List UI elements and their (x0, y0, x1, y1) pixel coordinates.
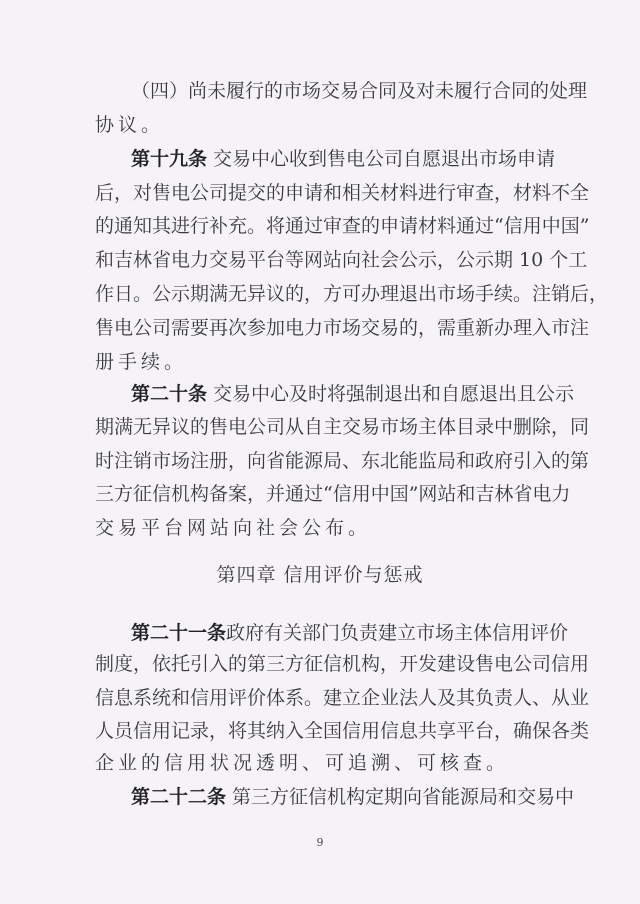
line-text: 交易平台网站向社会公布。 (95, 517, 372, 539)
line-text: 和吉林省电力交易平台等网站向社会公示，公示期 10 个工 (95, 249, 588, 271)
line-text: 的通知其进行补充。将通过审查的申请材料通过“信用中国” (95, 215, 590, 237)
line-text: 人员信用记录，将其纳入全国信用信息共享平台，确保各类 (95, 720, 590, 742)
article-22-heading-line (131, 784, 575, 810)
paragraph-line (95, 281, 609, 307)
line-text: 册手续。 (95, 351, 188, 373)
paragraph-line (95, 180, 590, 206)
line-text: 协议。 (95, 114, 165, 136)
article-number: 第十九条 (131, 148, 208, 170)
paragraph-line (95, 651, 590, 677)
line-text: 第三方征信机构定期向省能源局和交易中 (226, 786, 575, 808)
line-text: 企业的信用状况透明、可追溯、可核查。 (95, 752, 510, 774)
line-text: （四）尚未履行的市场交易合同及对未履行合同的处理 (131, 80, 588, 102)
paragraph-line (95, 349, 527, 375)
line-text: 售电公司需要再次参加电力市场交易的，需重新办理入市注 (95, 317, 590, 339)
line-text: 三方征信机构备案，并通过“信用中国”网站和吉林省电力 (95, 483, 571, 505)
line-text: 信息系统和信用评价体系。建立企业法人及其负责人、从业 (95, 687, 590, 709)
paragraph-line (95, 750, 527, 776)
line-text: 交易中心收到售电公司自愿退出市场申请 (207, 148, 556, 170)
paragraph-line (95, 315, 590, 341)
line-text: 政府有关部门负责建立市场主体信用评价 (226, 622, 569, 644)
article-number: 第二十条 (131, 383, 208, 405)
paragraph-line (131, 78, 588, 104)
line-text: 交易中心及时将强制退出和自愿退出且公示 (207, 383, 575, 405)
line-text: 制度，依托引入的第三方征信机构，开发建设售电公司信用 (95, 653, 590, 675)
line-text: 时注销市场注册，向省能源局、东北能监局和政府引入的第 (95, 450, 590, 472)
page-number: 9 (316, 836, 324, 849)
paragraph-line (95, 112, 527, 138)
line-text: 后，对售电公司提交的申请和相关材料进行审查，材料不全 (95, 182, 590, 204)
article-20-heading-line (131, 381, 575, 407)
paragraph-line (95, 414, 590, 440)
paragraph-line (95, 718, 590, 744)
paragraph-line (95, 213, 590, 239)
line-text: 期满无异议的售电公司从自主交易市场主体目录中删除，同 (95, 416, 590, 438)
paragraph-line (95, 247, 588, 273)
line-text: 作日。公示期满无异议的，方可办理退出市场手续。注销后， (95, 283, 609, 305)
article-19-heading-line (131, 146, 556, 172)
article-number: 第二十一条 (131, 622, 227, 644)
article-number: 第二十二条 (131, 786, 227, 808)
article-21-heading-line (131, 620, 569, 646)
paragraph-line (95, 515, 527, 541)
paragraph-line (95, 685, 590, 711)
chapter-heading: 第四章 信用评价与惩戒 (216, 564, 424, 586)
paragraph-line (95, 481, 571, 507)
paragraph-line (95, 448, 590, 474)
